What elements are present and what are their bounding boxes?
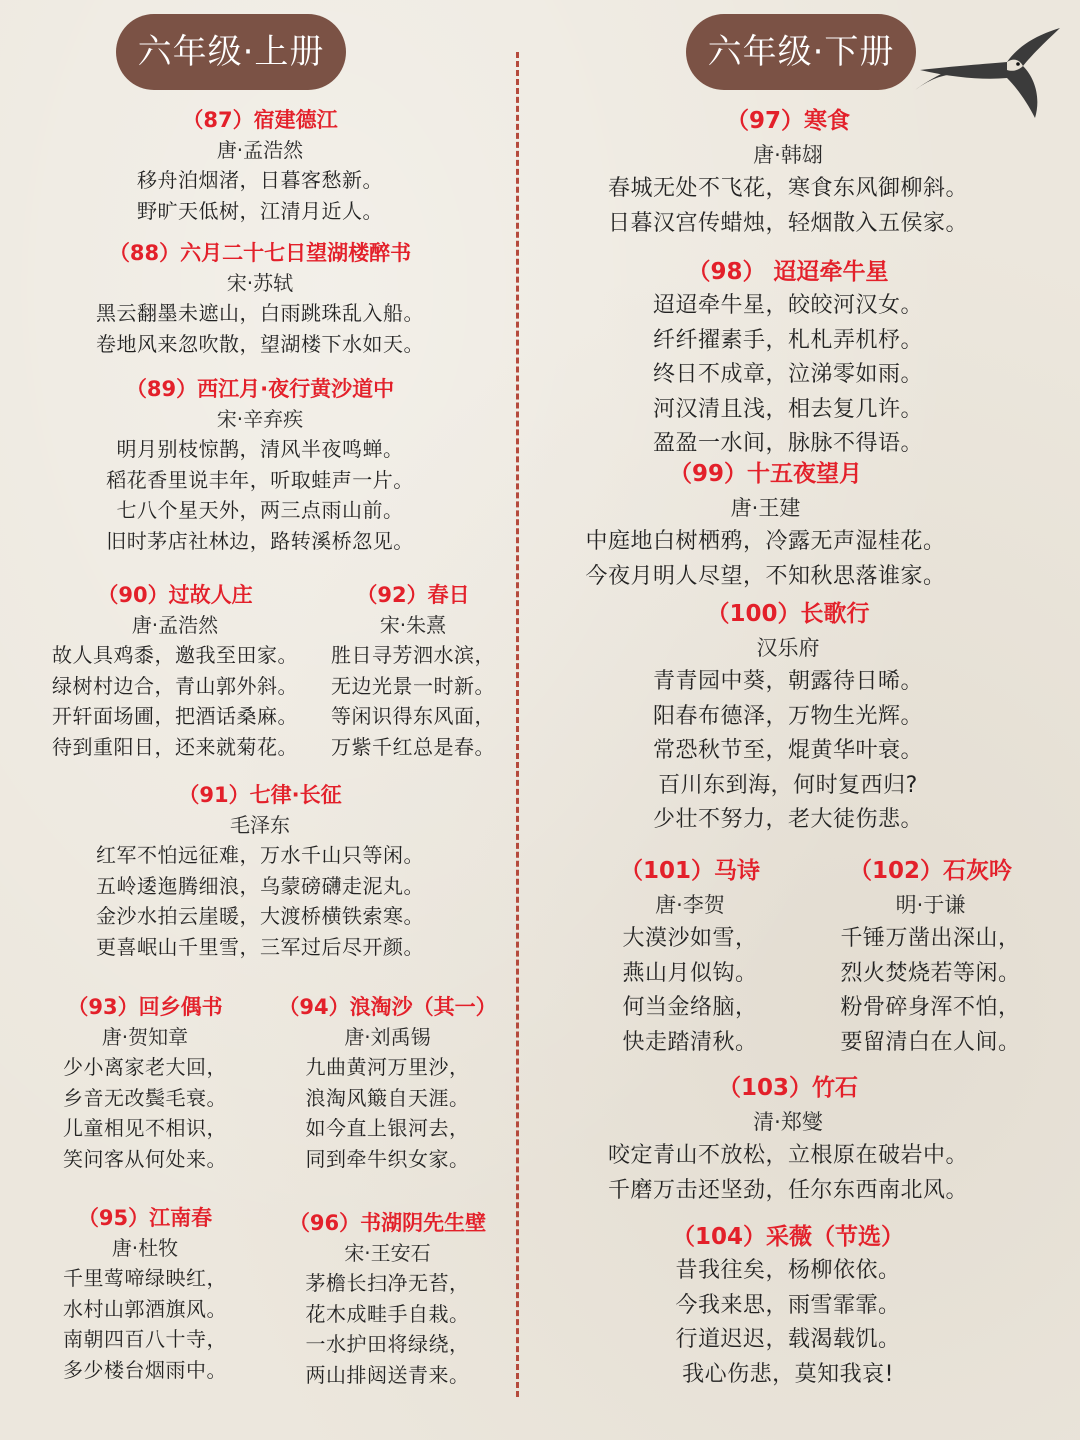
poem-title: （90）过故人庄 xyxy=(97,583,253,607)
poem-line: 今我来思，雨雪霏霏。 xyxy=(675,1292,901,1318)
poem-title: （92）春日 xyxy=(356,583,470,607)
poem-88 xyxy=(40,238,480,359)
poem-title: （97）寒食 xyxy=(725,108,850,134)
poem-line: 南朝四百八十寺， xyxy=(63,1327,227,1351)
poem-line: 九曲黄河万里沙， xyxy=(305,1055,470,1079)
poem-author: 唐·李贺 xyxy=(655,893,725,917)
poem-line: 日暮汉宫传蜡烛，轻烟散入五侯家。 xyxy=(607,210,968,236)
left-header: 六年级·上册 xyxy=(116,14,346,90)
poem-author: 唐·王建 xyxy=(730,496,801,520)
poem-line: 行道迟迟，载渴载饥。 xyxy=(675,1327,901,1352)
poem-line: 红军不怕远征难，万水千山只等闲。 xyxy=(96,843,424,867)
poem-line: 稻花香里说丰年，听取蛙声一片。 xyxy=(106,467,414,492)
poem-author: 唐·贺知章 xyxy=(101,1025,189,1049)
poem-line: 河汉清且浅，相去复几许。 xyxy=(652,396,923,422)
poem-102 xyxy=(828,854,1033,1060)
poem-96 xyxy=(280,1208,495,1390)
poem-title: （101）马诗 xyxy=(619,858,760,884)
poem-author: 唐·孟浩然 xyxy=(216,138,304,162)
poem-title: （96）书湖阴先生壁 xyxy=(288,1211,487,1235)
poem-97 xyxy=(538,104,1038,241)
poem-author: 唐·韩翃 xyxy=(753,143,823,167)
poem-line: 无边光景一时新。 xyxy=(331,673,495,698)
poem-line: 何当金络脑， xyxy=(622,995,758,1020)
poem-author: 明·于谦 xyxy=(895,893,966,917)
poem-line: 千里莺啼绿映红， xyxy=(63,1266,227,1290)
poem-author: 唐·孟浩然 xyxy=(131,613,219,637)
poem-line: 待到重阳日，还来就菊花。 xyxy=(52,734,298,759)
poem-line: 儿童相见不相识， xyxy=(63,1116,227,1140)
poem-line: 盈盈一水间，脉脉不得语。 xyxy=(652,431,923,456)
poem-line: 千锤万凿出深山， xyxy=(840,926,1021,951)
right-column xyxy=(518,0,1080,1440)
poem-line: 春城无处不飞花，寒食东风御柳斜。 xyxy=(607,176,968,201)
poem-title: （88）六月二十七日望湖楼醉书 xyxy=(108,241,412,265)
poem-line: 开轩面场圃，把酒话桑麻。 xyxy=(52,704,298,728)
poem-title: （102）石灰吟 xyxy=(848,858,1012,884)
poem-line: 少壮不努力，老大徒伤悲。 xyxy=(652,807,923,832)
poem-author: 唐·杜牧 xyxy=(111,1236,179,1260)
poem-95 xyxy=(50,1203,240,1385)
poem-title: （98） 迢迢牵牛星 xyxy=(687,259,889,285)
poem-line: 故人具鸡黍，邀我至田家。 xyxy=(52,643,298,667)
poem-title: （103）竹石 xyxy=(717,1075,858,1101)
poem-line: 我心伤悲，莫知我哀! xyxy=(682,1361,894,1387)
poem-line: 明月别枝惊鹊，清风半夜鸣蝉。 xyxy=(116,437,404,461)
poem-104 xyxy=(628,1220,948,1392)
poem-author: 毛泽东 xyxy=(230,813,290,837)
poem-line: 如今直上银河去， xyxy=(305,1116,470,1140)
poem-line: 卷地风来忽吹散，望湖楼下水如天。 xyxy=(96,331,424,356)
poem-title: （95）江南春 xyxy=(77,1206,213,1230)
poem-title: （91）七律·长征 xyxy=(178,783,342,807)
poem-line: 燕山月似钩。 xyxy=(622,960,758,986)
poem-title: （99）十五夜望月 xyxy=(668,461,862,487)
poem-author: 汉乐府 xyxy=(756,636,820,660)
poem-line: 水村山郭酒旗风。 xyxy=(63,1296,227,1321)
poem-line: 少小离家老大回， xyxy=(63,1055,227,1079)
poem-line: 快走踏清秋。 xyxy=(622,1029,758,1055)
poem-101 xyxy=(600,854,780,1060)
poem-line: 千磨万击还坚劲，任尔东西南北风。 xyxy=(607,1177,968,1203)
poem-line: 笑问客从何处来。 xyxy=(63,1146,227,1171)
poem-line: 移舟泊烟渚，日暮客愁新。 xyxy=(137,168,383,192)
poem-title: （104）采薇（节选） xyxy=(671,1224,904,1250)
poem-title: （100）长歌行 xyxy=(706,601,870,627)
poem-line: 等闲识得东风面， xyxy=(331,704,495,728)
poem-line: 昔我往矣，杨柳依依。 xyxy=(675,1258,901,1283)
poem-line: 野旷天低树，江清月近人。 xyxy=(137,198,383,223)
poem-line: 青青园中葵，朝露待日晞。 xyxy=(652,669,923,694)
poem-title: （89）西江月·夜行黄沙道中 xyxy=(125,377,395,401)
poem-line: 多少楼台烟雨中。 xyxy=(63,1357,227,1382)
poem-87 xyxy=(60,105,460,226)
poem-line: 大漠沙如雪， xyxy=(622,926,758,951)
poem-author: 宋·辛弃疾 xyxy=(216,407,304,431)
poem-line: 咬定青山不放松，立根原在破岩中。 xyxy=(607,1143,968,1168)
poem-line: 迢迢牵牛星，皎皎河汉女。 xyxy=(652,293,923,318)
left-column xyxy=(0,0,518,1440)
poem-line: 两山排闼送青来。 xyxy=(305,1362,470,1387)
poem-line: 花木成畦手自栽。 xyxy=(305,1301,470,1326)
poem-line: 常恐秋节至，焜黄华叶衰。 xyxy=(652,738,923,763)
poem-author: 宋·朱熹 xyxy=(379,613,447,637)
poem-98 xyxy=(598,255,978,462)
poem-line: 阳春布德泽，万物生光辉。 xyxy=(652,703,923,729)
poem-line: 黑云翻墨未遮山，白雨跳珠乱入船。 xyxy=(96,301,424,325)
poem-line: 金沙水拍云崖暖，大渡桥横铁索寒。 xyxy=(96,904,424,928)
poem-line: 万紫千红总是春。 xyxy=(331,734,495,759)
poem-title: （94）浪淘沙（其一） xyxy=(278,995,497,1019)
poem-91 xyxy=(40,780,480,962)
poem-line: 绿树村边合，青山郭外斜。 xyxy=(52,673,298,698)
poem-line: 旧时茅店社林边，路转溪桥忽见。 xyxy=(106,528,414,553)
poem-author: 清·郑燮 xyxy=(753,1110,823,1134)
poem-author: 宋·苏轼 xyxy=(226,271,294,295)
poem-line: 烈火焚烧若等闲。 xyxy=(840,960,1021,986)
poem-99 xyxy=(518,457,1013,594)
poem-line: 七八个星天外，两三点雨山前。 xyxy=(116,498,404,522)
poem-100 xyxy=(608,597,968,838)
poem-line: 百川东到海，何时复西归? xyxy=(658,772,918,798)
poem-author: 唐·刘禹锡 xyxy=(344,1025,431,1049)
poem-line: 纤纤擢素手，札札弄机杼。 xyxy=(652,327,923,353)
poem-line: 五岭逶迤腾细浪，乌蒙磅礴走泥丸。 xyxy=(96,873,424,898)
poem-line: 浪淘风簸自天涯。 xyxy=(305,1085,470,1110)
poem-line: 今夜月明人尽望，不知秋思落谁家。 xyxy=(585,563,946,589)
poem-line: 更喜岷山千里雪，三军过后尽开颜。 xyxy=(96,934,424,959)
poem-line: 粉骨碎身浑不怕， xyxy=(840,995,1021,1020)
poem-author: 宋·王安石 xyxy=(344,1241,431,1265)
poem-103 xyxy=(568,1071,1008,1208)
poem-90 xyxy=(40,580,310,762)
poem-line: 胜日寻芳泗水滨， xyxy=(331,643,495,667)
poem-line: 乡音无改鬓毛衰。 xyxy=(63,1085,227,1110)
poem-94 xyxy=(275,992,500,1174)
poem-line: 要留清白在人间。 xyxy=(840,1029,1021,1055)
poem-92 xyxy=(318,580,508,762)
poem-89 xyxy=(40,374,480,556)
poem-line: 中庭地白树栖鸦，冷露无声湿桂花。 xyxy=(585,529,946,554)
right-header: 六年级·下册 xyxy=(686,14,916,90)
poem-line: 终日不成章，泣涕零如雨。 xyxy=(652,362,923,387)
poem-line: 一水护田将绿绕， xyxy=(305,1332,470,1356)
poem-line: 茅檐长扫净无苔， xyxy=(305,1271,470,1295)
poem-title: （87）宿建德江 xyxy=(182,108,338,132)
poem-line: 同到牵牛织女家。 xyxy=(305,1146,470,1171)
poem-title: （93）回乡偶书 xyxy=(67,995,223,1019)
poem-93 xyxy=(50,992,240,1174)
